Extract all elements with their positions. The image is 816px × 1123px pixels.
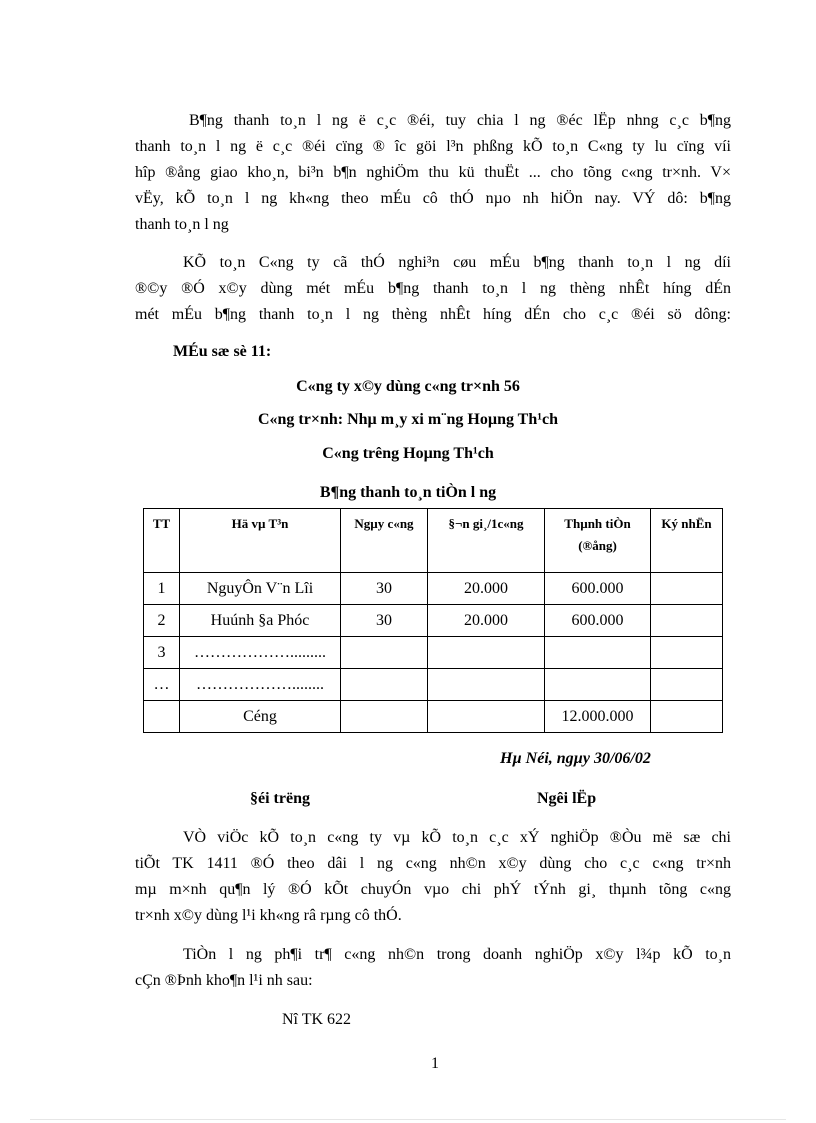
table-row bbox=[144, 637, 723, 669]
table-cell bbox=[545, 637, 651, 669]
signature-right: Ngêi lËp bbox=[537, 790, 597, 807]
table-cell: 600.000 bbox=[545, 573, 651, 605]
table-cell bbox=[651, 637, 723, 669]
paragraph-line: hîp ®ång giao kho¸n, bi³n b¶n nghiÖm thu kü thuËt ... cho tõng c«ng tr×nh. V× bbox=[135, 164, 731, 181]
table-cell bbox=[651, 669, 723, 701]
table-cell bbox=[341, 637, 428, 669]
paragraph-line: tiÕt TK 1411 ®Ó theo dâi l ng c«ng nh©n x©y dùng cho c¸c c«ng tr×nh bbox=[135, 855, 731, 872]
header-cell: Hä vµ T³n bbox=[180, 509, 341, 573]
table-cell: 600.000 bbox=[545, 605, 651, 637]
site-heading: C«ng trêng Hoµng Th¹ch bbox=[322, 445, 494, 462]
paragraph-1 bbox=[135, 108, 731, 238]
table-total-row bbox=[144, 701, 723, 733]
table-cell: 12.000.000 bbox=[545, 701, 651, 733]
paragraph-3 bbox=[135, 825, 731, 929]
page-bottom-divider bbox=[30, 1119, 786, 1120]
table-cell: 2 bbox=[144, 605, 180, 637]
table-row bbox=[144, 669, 723, 701]
table-cell: 30 bbox=[341, 605, 428, 637]
table-cell bbox=[341, 669, 428, 701]
table-cell: … bbox=[144, 669, 180, 701]
paragraph-line: TiÒn l ng ph¶i tr¶ c«ng nh©n trong doanh nghiÖp x©y l¾p kÕ to¸n bbox=[183, 946, 731, 963]
header-cell: Ký nhËn bbox=[651, 509, 723, 573]
page-number: 1 bbox=[431, 1055, 439, 1072]
paragraph-line: tr×nh x©y dùng l¹i kh«ng râ rµng cô thÓ. bbox=[135, 907, 402, 924]
account-line: Nî TK 622 bbox=[282, 1011, 352, 1028]
paragraph-line: thanh to¸n l ng bbox=[135, 216, 229, 233]
table-cell bbox=[651, 605, 723, 637]
paragraph-line: mét mÉu b¶ng thanh to¸n l ng thèng nhÊt híng dÉn cho c¸c ®éi sö dông: bbox=[135, 306, 731, 323]
paragraph-line: ®©y ®Ó x©y dùng mét mÉu b¶ng thanh to¸n l ng thèng nhÊt híng dÉn bbox=[135, 280, 731, 297]
table-cell: 30 bbox=[341, 573, 428, 605]
sample-label: MÉu sæ sè 11: bbox=[173, 343, 272, 360]
table-cell bbox=[144, 701, 180, 733]
table-cell: Céng bbox=[180, 701, 341, 733]
paragraph-line: cÇn ®Þnh kho¶n l¹i nh sau: bbox=[135, 972, 313, 989]
table-cell bbox=[545, 669, 651, 701]
paragraph-line: VÒ viÖc kÕ to¸n c«ng ty vµ kÕ to¸n c¸c xÝ nghiÖp ®Òu më sæ chi bbox=[183, 829, 731, 846]
table-cell: NguyÔn V¨n Lîi bbox=[180, 573, 341, 605]
table-cell: 20.000 bbox=[428, 605, 545, 637]
paragraph-2 bbox=[135, 250, 731, 328]
table-cell bbox=[428, 637, 545, 669]
header-cell: Ngµy c«ng bbox=[341, 509, 428, 573]
table-cell: ………………........ bbox=[180, 669, 341, 701]
table-cell bbox=[651, 701, 723, 733]
date-line: Hµ Néi, ngµy 30/06/02 bbox=[500, 750, 651, 767]
header-cell: §¬n gi¸/1c«ng bbox=[428, 509, 545, 573]
table-cell: 3 bbox=[144, 637, 180, 669]
paragraph-line: vËy, kÕ to¸n l ng kh«ng theo mÉu cô thÓ nµo nh hiÖn nay. VÝ dô: b¶ng bbox=[135, 190, 731, 207]
table-title: B¶ng thanh to¸n tiÒn l ng bbox=[319, 484, 497, 501]
header-cell: TT bbox=[144, 509, 180, 573]
paragraph-4 bbox=[135, 942, 731, 994]
table-cell bbox=[341, 701, 428, 733]
header-cell: Thµnh tiÒn (®ång) bbox=[545, 509, 651, 573]
paragraph-line: mµ m×nh qu¶n lý ®Ó kÕt chuyÓn vµo chi phÝ tÝnh gi¸ thµnh tõng c«ng bbox=[135, 881, 731, 898]
salary-table bbox=[143, 508, 723, 733]
table-cell bbox=[428, 669, 545, 701]
table-cell bbox=[651, 573, 723, 605]
company-heading: C«ng ty x©y dùng c«ng tr×nh 56 bbox=[296, 378, 520, 395]
paragraph-line: KÕ to¸n C«ng ty cã thÓ nghi³n cøu mÉu b¶ng thanh to¸n l ng díi bbox=[183, 254, 731, 271]
table-cell bbox=[428, 701, 545, 733]
table-cell: 1 bbox=[144, 573, 180, 605]
project-heading: C«ng tr×nh: Nhµ m¸y xi m¨ng Hoµng Th¹ch bbox=[257, 411, 559, 428]
table-cell: ………………......... bbox=[180, 637, 341, 669]
table-row bbox=[144, 605, 723, 637]
paragraph-line: B¶ng thanh to¸n l ng ë c¸c ®éi, tuy chia l ng ®éc lËp nhng c¸c b¶ng bbox=[189, 112, 731, 129]
table-cell: Huúnh §a Phóc bbox=[180, 605, 341, 637]
table-header-row bbox=[144, 509, 723, 573]
table-cell: 20.000 bbox=[428, 573, 545, 605]
paragraph-line: thanh to¸n l ng ë c¸c ®éi cïng ® îc göi l³n phßng kÕ to¸n C«ng ty lu cïng víi bbox=[135, 138, 731, 155]
signature-left: §éi trëng bbox=[250, 790, 310, 807]
table-row bbox=[144, 573, 723, 605]
